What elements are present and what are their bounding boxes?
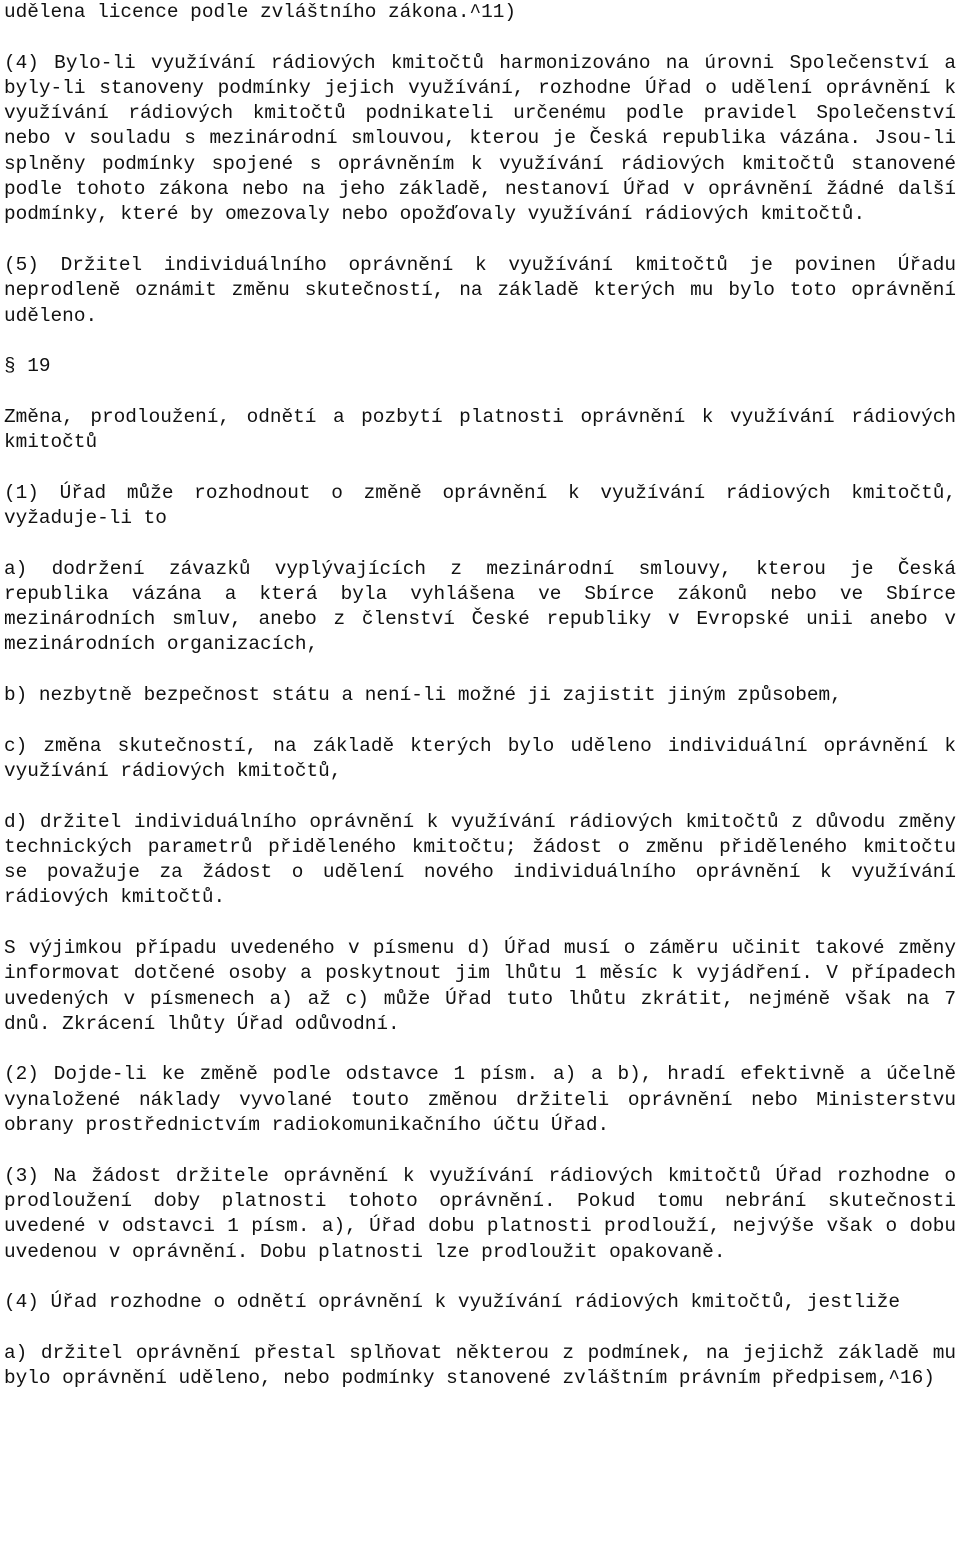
paragraph-5-holder-duty: (5) Držitel individuálního oprávnění k využívání kmitočtů je povinen Úřadu neprodleně oznámit změnu skutečností, na základě kterých mu bylo toto oprávnění uděleno. [4, 253, 956, 327]
item-a-obligations: a) dodržení závazků vyplývajících z mezinárodní smlouvy, kterou je Česká republika vázána a která byla vyhlášena ve Sbírce zákonů nebo ve Sbírce mezinárodních smluv, anebo z členství České republiky v Evropské unii anebo v mezinárodních organizacích, [4, 557, 956, 656]
document-page [4, 0, 956, 1417]
item-d-holder-request: d) držitel individuálního oprávnění k využívání rádiových kmitočtů z důvodu změny technických parametrů přiděleného kmitočtu; žádost o změnu přiděleného kmitočtu se považuje za žádost o udělení nového individuálního oprávnění k využívání rádiových kmitočtů. [4, 810, 956, 909]
paragraph-1-change: (1) Úřad může rozhodnout o změně oprávnění k využívání rádiových kmitočtů, vyžaduje-li to [4, 481, 956, 529]
paragraph-exception: S výjimkou případu uvedeného v písmenu d) Úřad musí o záměru učinit takové změny informovat dotčené osoby a poskytnout jim lhůtu 1 měsíc k vyjádření. V případech uvedených v písmenech a) až c) může Úřad tuto lhůtu zkrátit, nejméně však na 7 dnů. Zkrácení lhůty Úřad odůvodní. [4, 936, 956, 1035]
item-c-facts-change: c) změna skutečností, na základě kterých bylo uděleno individuální oprávnění k využívání rádiových kmitočtů, [4, 734, 956, 782]
paragraph-continuation: udělena licence podle zvláštního zákona.^11) [4, 1, 516, 23]
item-a-conditions: a) držitel oprávnění přestal splňovat některou z podmínek, na jejichž základě mu bylo oprávnění uděleno, nebo podmínky stanovené zvláštním právním předpisem,^16) [4, 1341, 956, 1390]
paragraph-3-extension: (3) Na žádost držitele oprávnění k využívání rádiových kmitočtů Úřad rozhodne o prodloužení doby platnosti tohoto oprávnění. Pokud tomu nebrání skutečnosti uvedené v odstavci 1 písm. a), Úřad dobu platnosti prodlouží, nejvýše však o dobu uvedenou v oprávnění. Dobu platnosti lze prodloužit opakovaně. [4, 1164, 956, 1263]
paragraph-2-costs: (2) Dojde-li ke změně podle odstavce 1 písm. a) a b), hradí efektivně a účelně vynaložené náklady vyvolané touto změnou držiteli oprávnění nebo Ministerstvu obrany prostřednictvím radiokomunikačního účtu Úřad. [4, 1063, 956, 1137]
paragraph-4-harmonization: (4) Bylo-li využívání rádiových kmitočtů harmonizováno na úrovni Společenství a byly-li stanoveny podmínky jejich využívání, rozhodne Úřad o udělení oprávnění k využívání rádiových kmitočtů podnikateli určenému podle pravidel Společenství nebo v souladu s mezinárodní smlouvou, kterou je Česká republika vázána. Jsou-li splněny podmínky spojené s oprávněním k využívání rádiových kmitočtů stanovené podle tohoto zákona nebo na jeho základě, nestanoví Úřad v oprávnění žádné další podmínky, které by omezovaly nebo opožďovaly využívání rádiových kmitočtů. [4, 51, 956, 226]
section-number: § 19 [4, 355, 51, 378]
paragraph-4-revocation: (4) Úřad rozhodne o odnětí oprávnění k využívání rádiových kmitočtů, jestliže [4, 1291, 900, 1314]
item-b-security: b) nezbytně bezpečnost státu a není-li možné ji zajistit jiným způsobem, [4, 684, 842, 707]
section-heading: Změna, prodloužení, odnětí a pozbytí platnosti oprávnění k využívání rádiových kmitočtů [4, 405, 956, 454]
